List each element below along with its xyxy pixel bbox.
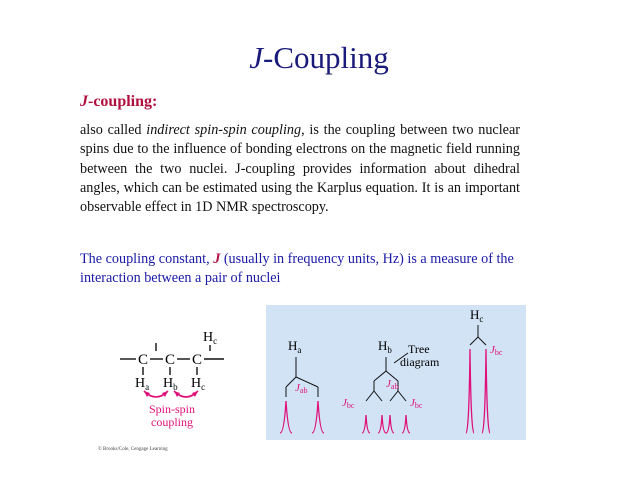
hb-peak-2 (378, 415, 386, 433)
carbon-3: C (192, 352, 203, 368)
para1-before: also called (80, 122, 147, 138)
para1-italic: indirect spin-spin coupling (146, 122, 302, 138)
title-rest: -Coupling (263, 40, 389, 75)
hc-label: $H_c$ (470, 307, 484, 324)
hb-leaf-3 (390, 391, 398, 401)
ha-peak-2 (312, 401, 324, 433)
coupling-constant-paragraph (80, 250, 530, 289)
para2-j-symbol: J (213, 251, 221, 267)
carbon-2: C (165, 352, 176, 368)
hc-branch-left (470, 337, 478, 345)
para2-before: The coupling constant, (80, 251, 214, 267)
carbon-1: C (138, 352, 149, 368)
hc-peak-2 (482, 349, 490, 433)
hb-peak-3 (386, 415, 394, 433)
hb-jab-label: Jab (386, 378, 399, 391)
caption-spin-spin: Spin-spin (148, 402, 196, 416)
para1-after: , is the coupling between two nuclear spins due to the influence of bonding electrons on the magnetic field running between the two nuclei. J-coupling provides information about dihedral angles, which can be estimated using the Karplus equation. It is an important observable effect in 1D NMR spectroscopy. (80, 122, 520, 216)
h-c-label: $H_c$ (191, 376, 206, 392)
h-top-c: $H_c$ (203, 330, 218, 346)
tree-diagram-figure (266, 305, 526, 440)
molecule-diagram (92, 323, 252, 453)
para2-after: (usually in frequency units, Hz) is a measure of the interaction between a pair of nuclei (80, 251, 514, 287)
title-j: J (249, 40, 264, 75)
hb-label: $H_b$ (378, 338, 392, 355)
ha-label: $H_a$ (288, 338, 302, 355)
hb-leaf-2 (374, 391, 382, 401)
hb-peak-1 (362, 415, 370, 433)
hc-peak-1 (466, 349, 474, 433)
h-b-label: $H_b$ (163, 376, 178, 392)
hb-leaf-4 (398, 391, 406, 401)
heading-j: J (80, 93, 88, 110)
molecule-figure (92, 323, 252, 453)
h-a-label: $H_a$ (135, 376, 150, 392)
hb-leaf-1 (366, 391, 374, 401)
hc-branch-right (478, 337, 486, 345)
hb-jbc-right-label: Jbc (410, 397, 423, 410)
diagram-label: diagram (400, 355, 440, 369)
hb-jbc-left-label: Jbc (342, 397, 355, 410)
ha-peak-1 (280, 401, 292, 433)
hc-jbc-label: Jbc (490, 344, 503, 357)
hb-branch-left (374, 371, 386, 381)
slide-title (0, 38, 638, 78)
hb-peak-4 (402, 415, 410, 433)
arrowhead-b-left (162, 391, 168, 397)
nmr-tree-diagram (266, 305, 526, 440)
tree-label: Tree (408, 342, 430, 356)
ha-jab-label: Jab (295, 382, 308, 395)
arrowhead-c (192, 391, 198, 397)
copyright-text: © Brooks/Cole, Cengage Learning (98, 447, 168, 452)
section-heading (80, 92, 157, 112)
caption-coupling: coupling (151, 415, 193, 429)
heading-rest: -coupling: (88, 93, 158, 110)
definition-paragraph (80, 121, 520, 217)
